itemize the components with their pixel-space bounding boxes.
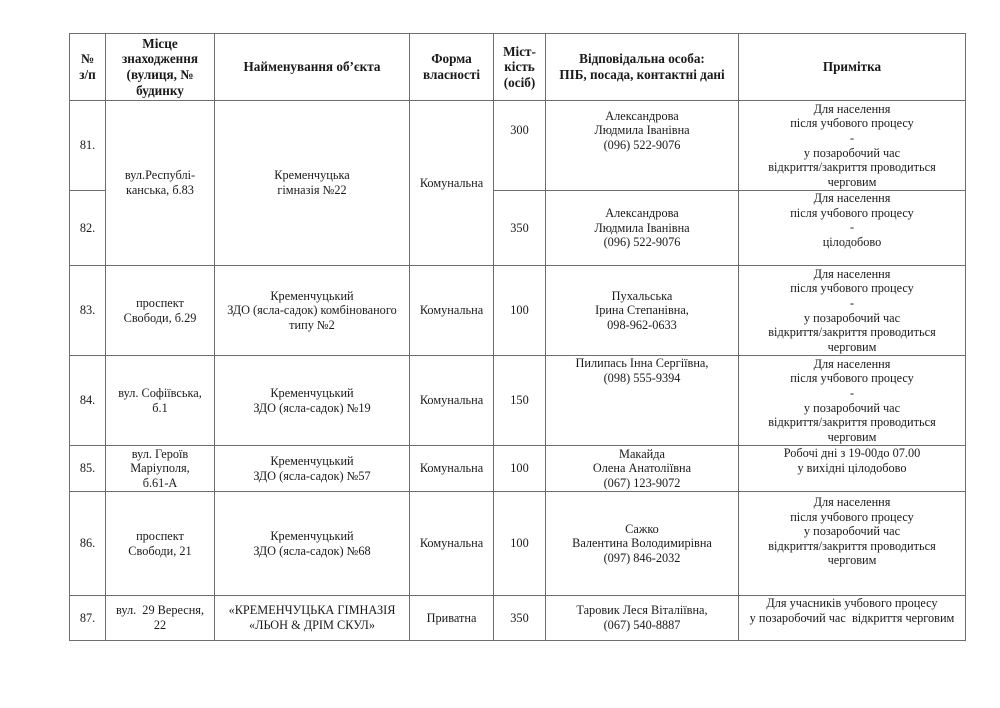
cell-text: ЗДО (ясла-садок) комбінованого: [227, 303, 397, 318]
header-capacity: [494, 34, 546, 101]
cell-text: Ірина Степанівна,: [595, 303, 689, 318]
table-row: [70, 266, 966, 356]
row-number: 81.: [70, 101, 106, 191]
row-number: 84.: [70, 356, 106, 446]
header-row: [70, 34, 966, 101]
cell-text: Для населення: [813, 356, 891, 371]
header-text: будинку: [136, 82, 184, 98]
ownership-cell: Комунальна: [410, 356, 494, 446]
name-cell: [215, 101, 410, 266]
header-name: [215, 34, 410, 101]
cell-text: Кременчуцький: [270, 528, 354, 543]
cell-text: після учбового процесу: [790, 371, 914, 386]
row-number: 86.: [70, 492, 106, 596]
name-cell: [215, 596, 410, 641]
cell-text: у позаробочий час: [803, 310, 901, 325]
header-text: Форма: [431, 51, 472, 67]
note-cell: [739, 101, 966, 191]
header-text: знаходження: [121, 51, 199, 67]
cell-text: проспект: [136, 528, 184, 543]
note-cell: [739, 356, 966, 446]
header-text: власності: [423, 67, 480, 82]
location-cell: [106, 356, 215, 446]
responsible-cell: [546, 356, 739, 446]
note-cell: [739, 492, 966, 596]
cell-text: Для учасників учбового процесу: [766, 596, 938, 610]
responsible-cell: [546, 101, 739, 191]
cell-text: Пухальська: [611, 288, 673, 303]
table-row: [70, 446, 966, 492]
header-text: Відповідальна особа:: [579, 51, 705, 67]
cell-text: Александрова: [605, 108, 679, 123]
cell-text: відкриття/закриття проводиться: [768, 160, 936, 175]
ownership-cell: Комунальна: [410, 101, 494, 266]
cell-text: 098-962-0633: [607, 317, 677, 332]
cell-text: Кременчуцька: [274, 168, 350, 183]
capacity-cell: [494, 101, 546, 191]
cell-text: вул. Героїв: [131, 446, 189, 461]
table-row: [70, 596, 966, 641]
cell-text: 22: [153, 618, 167, 632]
cell-text: Робочі дні з 19-00до 07.00: [783, 446, 921, 460]
header-responsible: [546, 34, 739, 101]
cell-text: гімназія №22: [277, 183, 347, 197]
capacity-cell: 100: [494, 266, 546, 356]
header-text: ПІБ, посада, контактні дані: [559, 67, 725, 82]
cell-text: Пилипась Інна Сергіївна,: [575, 356, 709, 370]
responsible-cell: [546, 596, 739, 641]
capacity-cell: 350: [494, 191, 546, 266]
header-text: з/п: [79, 67, 96, 82]
cell-text: після учбового процесу: [790, 116, 914, 131]
cell-text: Людмила Іванівна: [594, 220, 690, 235]
ownership-cell: Комунальна: [410, 492, 494, 596]
cell-text: відкриття/закриття проводиться: [768, 538, 936, 553]
cell-text: черговим: [827, 429, 877, 444]
cell-text: Таровик Леся Віталіївна,: [576, 603, 708, 618]
cell-text: у позаробочий час: [803, 145, 901, 160]
header-text: Найменування об’єкта: [243, 59, 381, 75]
cell-text: Для населення: [813, 266, 891, 281]
shelters-table: [69, 33, 966, 641]
cell-text: ЗДО (ясла-садок) №19: [253, 400, 371, 415]
cell-text: Кременчуцький: [270, 385, 354, 400]
cell-text: у позаробочий час: [803, 400, 901, 415]
cell-text: -: [849, 295, 855, 310]
cell-text: Кременчуцький: [270, 453, 354, 468]
row-number: 85.: [70, 446, 106, 492]
name-cell: [215, 356, 410, 446]
cell-text: Для населення: [813, 101, 891, 116]
cell-text: Свободи, б.29: [123, 310, 197, 325]
table-row: [70, 101, 966, 191]
cell-text: після учбового процесу: [790, 509, 914, 524]
cell-text: вул.Республі-: [124, 168, 196, 183]
cell-text: б.61-А: [142, 475, 178, 490]
cell-text: Свободи, 21: [128, 543, 192, 558]
header-text: №: [80, 51, 95, 67]
cell-text: черговим: [827, 339, 877, 354]
cell-text: (096) 522-9076: [603, 235, 681, 250]
cell-text: Кременчуцький: [270, 288, 354, 303]
row-number: 82.: [70, 191, 106, 266]
cell-text: типу №2: [289, 317, 335, 332]
location-cell: [106, 596, 215, 641]
note-cell: [739, 596, 966, 641]
table-row: [70, 492, 966, 596]
header-text: кість: [504, 59, 535, 75]
cell-text: черговим: [827, 553, 877, 568]
header-text: Міст-: [503, 43, 536, 59]
header-note: [739, 34, 966, 101]
header-num: [70, 34, 106, 101]
responsible-cell: [546, 191, 739, 266]
cell-text: Макайда: [619, 446, 665, 461]
ownership-cell: Комунальна: [410, 446, 494, 492]
cell-text: (096) 522-9076: [603, 137, 681, 152]
cell-text: у вихідні цілодобово: [797, 460, 907, 475]
cell-text: відкриття/закриття проводиться: [768, 325, 936, 340]
cell-text: Для населення: [813, 495, 891, 509]
cell-text: (097) 846-2032: [603, 550, 681, 565]
name-cell: [215, 266, 410, 356]
cell-text: (098) 555-9394: [603, 370, 681, 385]
cell-text: (067) 123-9072: [603, 475, 681, 490]
name-cell: [215, 492, 410, 596]
cell-text: цілодобово: [822, 234, 882, 249]
cell-text: Сажко: [625, 521, 659, 536]
cell-text: (067) 540-8887: [603, 618, 681, 632]
cell-text: вул. Софіївська,: [118, 385, 202, 400]
capacity-cell: 100: [494, 492, 546, 596]
location-cell: [106, 266, 215, 356]
cell-text: ЗДО (ясла-садок) №57: [253, 468, 371, 483]
header-ownership: [410, 34, 494, 101]
cell-text: 300: [510, 123, 529, 138]
ownership-cell: Комунальна: [410, 266, 494, 356]
cell-text: -: [849, 130, 855, 145]
cell-text: Александрова: [605, 206, 679, 221]
header-text: (осіб): [503, 74, 536, 90]
cell-text: Маріуполя,: [130, 461, 190, 476]
note-cell: [739, 191, 966, 266]
cell-text: «КРЕМЕНЧУЦЬКА ГІМНАЗІЯ: [228, 603, 396, 618]
cell-text: б.1: [152, 400, 168, 415]
header-text: Примітка: [822, 59, 882, 75]
note-cell: [739, 266, 966, 356]
row-number: 83.: [70, 266, 106, 356]
name-cell: [215, 446, 410, 492]
responsible-cell: [546, 446, 739, 492]
note-cell: [739, 446, 966, 492]
capacity-cell: 150: [494, 356, 546, 446]
responsible-cell: [546, 266, 739, 356]
cell-text: -: [849, 385, 855, 400]
location-cell: [106, 446, 215, 492]
cell-text: вул. 29 Вересня,: [115, 603, 205, 618]
cell-text: у позаробочий час: [803, 524, 901, 539]
cell-text: черговим: [827, 174, 877, 189]
cell-text: «ЛЬОН & ДРІМ СКУЛ»: [248, 618, 375, 632]
ownership-cell: Приватна: [410, 596, 494, 641]
location-cell: [106, 492, 215, 596]
table-row: [70, 356, 966, 446]
cell-text: канська, б.83: [126, 183, 194, 197]
cell-text: Людмила Іванівна: [594, 123, 690, 138]
header-text: Місце: [142, 35, 178, 51]
cell-text: Валентина Володимирівна: [572, 536, 712, 551]
cell-text: -: [849, 220, 855, 235]
cell-text: проспект: [136, 295, 184, 310]
cell-text: ЗДО (ясла-садок) №68: [253, 543, 371, 558]
capacity-cell: 350: [494, 596, 546, 641]
cell-text: відкриття/закриття проводиться: [768, 415, 936, 430]
row-number: 87.: [70, 596, 106, 641]
cell-text: після учбового процесу: [790, 205, 914, 220]
header-text: (вулиця, №: [126, 67, 194, 82]
location-cell: [106, 101, 215, 266]
responsible-cell: [546, 492, 739, 596]
cell-text: Для населення: [813, 191, 891, 205]
header-location: [106, 34, 215, 101]
capacity-cell: 100: [494, 446, 546, 492]
cell-text: у позаробочий час відкриття черговим: [749, 610, 955, 625]
cell-text: Олена Анатоліївна: [592, 461, 692, 476]
cell-text: після учбового процесу: [790, 281, 914, 296]
